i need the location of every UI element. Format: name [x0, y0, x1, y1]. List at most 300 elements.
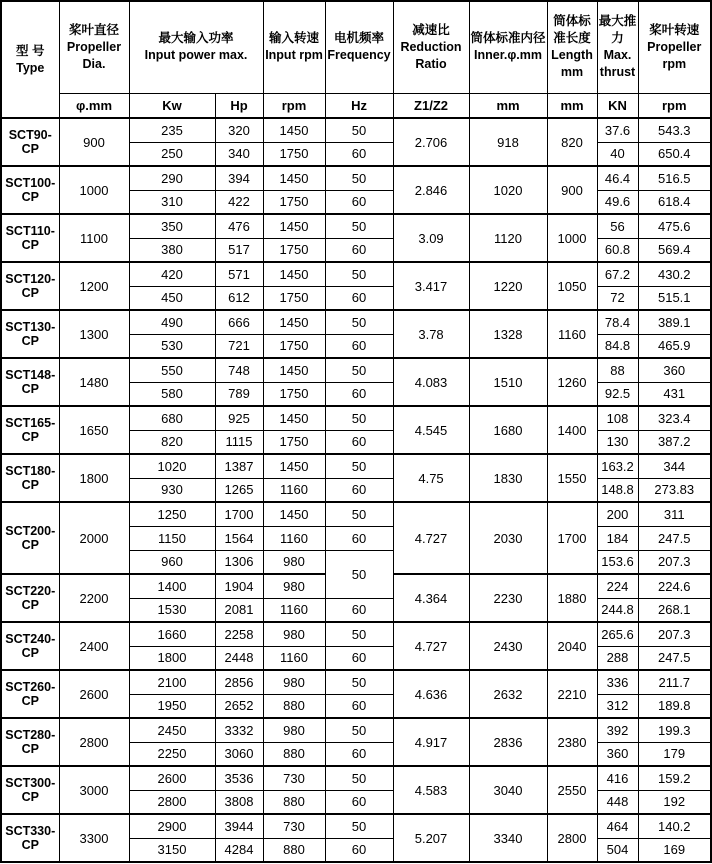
max-thrust-cell: 60.8: [597, 238, 638, 262]
power-hp-cell: 789: [215, 382, 263, 406]
input-rpm-cell: 1160: [263, 598, 325, 622]
unit-hz: Hz: [325, 93, 393, 118]
power-kw-cell: 1950: [129, 694, 215, 718]
length-cell: 1000: [547, 214, 597, 262]
unit-hp: Hp: [215, 93, 263, 118]
power-hp-cell: 1387: [215, 454, 263, 478]
spec-table-body: [1, 118, 711, 862]
propeller-dia-cell: 1200: [59, 262, 129, 310]
max-thrust-cell: 184: [597, 526, 638, 550]
col-header-max-thrust-zh: 最大推力: [598, 14, 637, 46]
reduction-ratio-cell: 3.09: [393, 214, 469, 262]
max-thrust-cell: 200: [597, 502, 638, 526]
max-thrust-cell: 88: [597, 358, 638, 382]
propeller-rpm-cell: 192: [638, 790, 711, 814]
unit-input-rpm: rpm: [263, 93, 325, 118]
col-header-frequency-zh: 电机频率: [334, 31, 385, 46]
frequency-cell: 60: [325, 238, 393, 262]
power-kw-cell: 2600: [129, 766, 215, 790]
power-kw-cell: 2900: [129, 814, 215, 838]
table-row: [1, 166, 711, 190]
power-kw-cell: 1400: [129, 574, 215, 598]
frequency-cell: 50: [325, 358, 393, 382]
input-rpm-cell: 1750: [263, 382, 325, 406]
unit-kw: Kw: [129, 93, 215, 118]
max-thrust-cell: 84.8: [597, 334, 638, 358]
max-thrust-cell: 265.6: [597, 622, 638, 646]
power-hp-cell: 1265: [215, 478, 263, 502]
table-row: [1, 310, 711, 334]
reduction-ratio-cell: 4.636: [393, 670, 469, 718]
power-hp-cell: 2652: [215, 694, 263, 718]
power-hp-cell: 748: [215, 358, 263, 382]
input-rpm-cell: 1160: [263, 526, 325, 550]
frequency-cell: 60: [325, 382, 393, 406]
unit-length: mm: [547, 93, 597, 118]
power-kw-cell: 820: [129, 430, 215, 454]
max-thrust-cell: 148.8: [597, 478, 638, 502]
length-cell: 1050: [547, 262, 597, 310]
power-kw-cell: 1020: [129, 454, 215, 478]
power-hp-cell: 3944: [215, 814, 263, 838]
propeller-rpm-cell: 360: [638, 358, 711, 382]
input-rpm-cell: 1450: [263, 118, 325, 142]
model-cell: SCT240-CP: [1, 622, 59, 670]
propeller-rpm-cell: 169: [638, 838, 711, 862]
length-cell: 900: [547, 166, 597, 214]
col-header-length: [547, 1, 597, 93]
max-thrust-cell: 49.6: [597, 190, 638, 214]
power-kw-cell: 350: [129, 214, 215, 238]
max-thrust-cell: 46.4: [597, 166, 638, 190]
power-hp-cell: 1564: [215, 526, 263, 550]
col-header-input-rpm: [263, 1, 325, 93]
power-kw-cell: 2250: [129, 742, 215, 766]
input-rpm-cell: 1450: [263, 454, 325, 478]
max-thrust-cell: 72: [597, 286, 638, 310]
power-hp-cell: 571: [215, 262, 263, 286]
power-kw-cell: 1800: [129, 646, 215, 670]
max-thrust-cell: 224: [597, 574, 638, 598]
propeller-rpm-cell: 465.9: [638, 334, 711, 358]
frequency-cell: 50: [325, 766, 393, 790]
col-header-length-en: Length mm: [551, 48, 593, 80]
power-kw-cell: 960: [129, 550, 215, 574]
frequency-cell: 50: [325, 406, 393, 430]
table-header: [1, 1, 711, 118]
propeller-rpm-cell: 475.6: [638, 214, 711, 238]
power-hp-cell: 2856: [215, 670, 263, 694]
power-kw-cell: 3150: [129, 838, 215, 862]
length-cell: 2040: [547, 622, 597, 670]
reduction-ratio-cell: 2.706: [393, 118, 469, 166]
propeller-rpm-cell: 323.4: [638, 406, 711, 430]
input-rpm-cell: 980: [263, 622, 325, 646]
model-cell: SCT300-CP: [1, 766, 59, 814]
power-kw-cell: 450: [129, 286, 215, 310]
max-thrust-cell: 416: [597, 766, 638, 790]
table-row: [1, 814, 711, 838]
input-rpm-cell: 1160: [263, 478, 325, 502]
frequency-cell: 50: [325, 814, 393, 838]
frequency-cell: 60: [325, 478, 393, 502]
propeller-rpm-cell: 311: [638, 502, 711, 526]
reduction-ratio-cell: 4.727: [393, 502, 469, 574]
model-cell: SCT180-CP: [1, 454, 59, 502]
reduction-ratio-cell: 3.417: [393, 262, 469, 310]
power-hp-cell: 3060: [215, 742, 263, 766]
propeller-dia-cell: 900: [59, 118, 129, 166]
propeller-rpm-cell: 159.2: [638, 766, 711, 790]
power-kw-cell: 250: [129, 142, 215, 166]
power-hp-cell: 2258: [215, 622, 263, 646]
input-rpm-cell: 1450: [263, 502, 325, 526]
col-header-inner-dia-en: Inner.φ.mm: [474, 48, 543, 63]
input-rpm-cell: 1750: [263, 190, 325, 214]
frequency-cell: 60: [325, 334, 393, 358]
length-cell: 2210: [547, 670, 597, 718]
inner-dia-cell: 1510: [469, 358, 547, 406]
col-header-inner-dia: [469, 1, 547, 93]
col-header-inner-dia-zh: 筒体标准内径: [470, 31, 546, 46]
col-header-input-rpm-en: Input rpm: [265, 48, 323, 63]
power-kw-cell: 290: [129, 166, 215, 190]
max-thrust-cell: 312: [597, 694, 638, 718]
col-header-input-power: [129, 1, 263, 93]
power-kw-cell: 580: [129, 382, 215, 406]
max-thrust-cell: 37.6: [597, 118, 638, 142]
power-kw-cell: 380: [129, 238, 215, 262]
frequency-cell: 50: [325, 214, 393, 238]
propeller-rpm-cell: 650.4: [638, 142, 711, 166]
frequency-cell: 60: [325, 430, 393, 454]
propeller-dia-cell: 2000: [59, 502, 129, 574]
input-rpm-cell: 1450: [263, 406, 325, 430]
power-hp-cell: 320: [215, 118, 263, 142]
power-kw-cell: 2100: [129, 670, 215, 694]
max-thrust-cell: 78.4: [597, 310, 638, 334]
col-header-input-power-en: Input power max.: [144, 48, 248, 63]
propeller-rpm-cell: 189.8: [638, 694, 711, 718]
model-cell: SCT90-CP: [1, 118, 59, 166]
frequency-cell: 50: [325, 118, 393, 142]
max-thrust-cell: 288: [597, 646, 638, 670]
model-cell: SCT110-CP: [1, 214, 59, 262]
table-row: [1, 214, 711, 238]
propeller-dia-cell: 1650: [59, 406, 129, 454]
length-cell: 1700: [547, 502, 597, 574]
unit-propeller-rpm: rpm: [638, 93, 711, 118]
propeller-rpm-cell: 199.3: [638, 718, 711, 742]
inner-dia-cell: 3340: [469, 814, 547, 862]
col-header-input-rpm-zh: 输入转速: [269, 31, 320, 46]
table-row: [1, 718, 711, 742]
input-rpm-cell: 1750: [263, 286, 325, 310]
power-kw-cell: 2450: [129, 718, 215, 742]
input-rpm-cell: 880: [263, 742, 325, 766]
power-kw-cell: 1660: [129, 622, 215, 646]
max-thrust-cell: 504: [597, 838, 638, 862]
input-rpm-cell: 1450: [263, 262, 325, 286]
power-hp-cell: 1904: [215, 574, 263, 598]
power-kw-cell: 235: [129, 118, 215, 142]
reduction-ratio-cell: 4.083: [393, 358, 469, 406]
frequency-cell: 50: [325, 622, 393, 646]
propeller-rpm-cell: 515.1: [638, 286, 711, 310]
power-hp-cell: 340: [215, 142, 263, 166]
inner-dia-cell: 1328: [469, 310, 547, 358]
frequency-cell: 60: [325, 286, 393, 310]
propeller-dia-cell: 3000: [59, 766, 129, 814]
col-header-reduction-ratio-zh: 减速比: [412, 22, 450, 37]
frequency-cell: 50: [325, 454, 393, 478]
frequency-cell: 60: [325, 646, 393, 670]
power-hp-cell: 1306: [215, 550, 263, 574]
table-row: [1, 262, 711, 286]
inner-dia-cell: 2230: [469, 574, 547, 622]
input-rpm-cell: 880: [263, 790, 325, 814]
input-rpm-cell: 1450: [263, 166, 325, 190]
power-kw-cell: 310: [129, 190, 215, 214]
model-cell: SCT148-CP: [1, 358, 59, 406]
inner-dia-cell: 1020: [469, 166, 547, 214]
unit-thrust: KN: [597, 93, 638, 118]
max-thrust-cell: 392: [597, 718, 638, 742]
col-header-propeller-rpm-en: Propeller rpm: [647, 39, 702, 71]
power-hp-cell: 1700: [215, 502, 263, 526]
propeller-rpm-cell: 389.1: [638, 310, 711, 334]
reduction-ratio-cell: 5.207: [393, 814, 469, 862]
frequency-cell: 50: [325, 550, 393, 598]
propeller-dia-cell: 1480: [59, 358, 129, 406]
length-cell: 2380: [547, 718, 597, 766]
col-header-propeller-rpm-zh: 桨叶转速: [649, 22, 700, 37]
input-rpm-cell: 730: [263, 814, 325, 838]
power-hp-cell: 3536: [215, 766, 263, 790]
propeller-rpm-cell: 387.2: [638, 430, 711, 454]
inner-dia-cell: 2836: [469, 718, 547, 766]
propeller-rpm-cell: 569.4: [638, 238, 711, 262]
propeller-rpm-cell: 207.3: [638, 550, 711, 574]
propeller-rpm-cell: 268.1: [638, 598, 711, 622]
reduction-ratio-cell: 4.364: [393, 574, 469, 622]
col-header-type-en: Type: [16, 60, 45, 75]
col-header-max-thrust-en: Max. thrust: [599, 48, 636, 80]
propeller-dia-cell: 1000: [59, 166, 129, 214]
model-cell: SCT100-CP: [1, 166, 59, 214]
frequency-cell: 60: [325, 790, 393, 814]
power-hp-cell: 1115: [215, 430, 263, 454]
inner-dia-cell: 2030: [469, 502, 547, 574]
propeller-rpm-cell: 247.5: [638, 526, 711, 550]
frequency-cell: 50: [325, 262, 393, 286]
power-hp-cell: 721: [215, 334, 263, 358]
power-kw-cell: 1150: [129, 526, 215, 550]
max-thrust-cell: 244.8: [597, 598, 638, 622]
power-hp-cell: 3332: [215, 718, 263, 742]
model-cell: SCT130-CP: [1, 310, 59, 358]
input-rpm-cell: 1450: [263, 214, 325, 238]
model-cell: SCT220-CP: [1, 574, 59, 622]
table-row: [1, 358, 711, 382]
reduction-ratio-cell: 3.78: [393, 310, 469, 358]
frequency-cell: 60: [325, 838, 393, 862]
frequency-cell: 60: [325, 598, 393, 622]
inner-dia-cell: 1680: [469, 406, 547, 454]
model-cell: SCT280-CP: [1, 718, 59, 766]
header-row-main: [1, 1, 711, 93]
reduction-ratio-cell: 4.583: [393, 766, 469, 814]
table-row: [1, 118, 711, 142]
max-thrust-cell: 67.2: [597, 262, 638, 286]
input-rpm-cell: 1750: [263, 334, 325, 358]
frequency-cell: 50: [325, 166, 393, 190]
propeller-dia-cell: 2600: [59, 670, 129, 718]
inner-dia-cell: 1220: [469, 262, 547, 310]
input-rpm-cell: 1750: [263, 430, 325, 454]
propeller-dia-cell: 1800: [59, 454, 129, 502]
power-hp-cell: 666: [215, 310, 263, 334]
unit-dia: φ.mm: [59, 93, 129, 118]
power-hp-cell: 925: [215, 406, 263, 430]
col-header-reduction-ratio-en: Reduction Ratio: [400, 39, 462, 71]
inner-dia-cell: 918: [469, 118, 547, 166]
propeller-rpm-cell: 543.3: [638, 118, 711, 142]
power-kw-cell: 530: [129, 334, 215, 358]
max-thrust-cell: 56: [597, 214, 638, 238]
unit-ratio: Z1/Z2: [393, 93, 469, 118]
frequency-cell: 60: [325, 694, 393, 718]
power-hp-cell: 422: [215, 190, 263, 214]
col-header-frequency-en: Frequency: [327, 48, 391, 63]
power-hp-cell: 4284: [215, 838, 263, 862]
col-header-length-zh: 筒体标准长度: [553, 14, 591, 46]
input-rpm-cell: 730: [263, 766, 325, 790]
input-rpm-cell: 980: [263, 670, 325, 694]
propeller-dia-cell: 2400: [59, 622, 129, 670]
frequency-cell: 60: [325, 742, 393, 766]
reduction-ratio-cell: 2.846: [393, 166, 469, 214]
power-kw-cell: 930: [129, 478, 215, 502]
col-header-type-zh: 型 号: [16, 43, 45, 58]
max-thrust-cell: 464: [597, 814, 638, 838]
table-row: [1, 406, 711, 430]
propeller-dia-cell: 2200: [59, 574, 129, 622]
power-hp-cell: 517: [215, 238, 263, 262]
length-cell: 1160: [547, 310, 597, 358]
propeller-dia-cell: 3300: [59, 814, 129, 862]
length-cell: 1880: [547, 574, 597, 622]
propeller-rpm-cell: 273.83: [638, 478, 711, 502]
table-row: [1, 454, 711, 478]
power-kw-cell: 2800: [129, 790, 215, 814]
max-thrust-cell: 448: [597, 790, 638, 814]
propeller-rpm-cell: 179: [638, 742, 711, 766]
length-cell: 1400: [547, 406, 597, 454]
header-row-units: [1, 93, 711, 118]
col-header-input-power-zh: 最大输入功率: [158, 31, 234, 46]
input-rpm-cell: 980: [263, 574, 325, 598]
max-thrust-cell: 108: [597, 406, 638, 430]
max-thrust-cell: 163.2: [597, 454, 638, 478]
propeller-rpm-cell: 211.7: [638, 670, 711, 694]
col-header-propeller-dia: [59, 1, 129, 93]
power-kw-cell: 420: [129, 262, 215, 286]
power-kw-cell: 1530: [129, 598, 215, 622]
frequency-cell: 50: [325, 310, 393, 334]
col-header-frequency: [325, 1, 393, 93]
power-hp-cell: 2448: [215, 646, 263, 670]
propeller-rpm-cell: 431: [638, 382, 711, 406]
model-cell: SCT260-CP: [1, 670, 59, 718]
input-rpm-cell: 980: [263, 550, 325, 574]
col-header-max-thrust: [597, 1, 638, 93]
table-row: [1, 502, 711, 526]
col-header-propeller-dia-zh: 桨叶直径: [68, 22, 119, 37]
length-cell: 2550: [547, 766, 597, 814]
table-row: [1, 622, 711, 646]
power-hp-cell: 612: [215, 286, 263, 310]
frequency-cell: 50: [325, 502, 393, 526]
input-rpm-cell: 980: [263, 718, 325, 742]
model-cell: SCT200-CP: [1, 502, 59, 574]
reduction-ratio-cell: 4.727: [393, 622, 469, 670]
input-rpm-cell: 1450: [263, 358, 325, 382]
table-row: [1, 766, 711, 790]
table-row: [1, 670, 711, 694]
input-rpm-cell: 1160: [263, 646, 325, 670]
inner-dia-cell: 2430: [469, 622, 547, 670]
propeller-dia-cell: 1300: [59, 310, 129, 358]
propeller-rpm-cell: 618.4: [638, 190, 711, 214]
propeller-dia-cell: 1100: [59, 214, 129, 262]
frequency-cell: 50: [325, 718, 393, 742]
col-header-reduction-ratio: [393, 1, 469, 93]
max-thrust-cell: 336: [597, 670, 638, 694]
max-thrust-cell: 40: [597, 142, 638, 166]
propeller-rpm-cell: 344: [638, 454, 711, 478]
frequency-cell: 50: [325, 670, 393, 694]
power-hp-cell: 2081: [215, 598, 263, 622]
length-cell: 2800: [547, 814, 597, 862]
input-rpm-cell: 880: [263, 694, 325, 718]
power-kw-cell: 1250: [129, 502, 215, 526]
input-rpm-cell: 1750: [263, 142, 325, 166]
length-cell: 1550: [547, 454, 597, 502]
inner-dia-cell: 3040: [469, 766, 547, 814]
inner-dia-cell: 1120: [469, 214, 547, 262]
propeller-rpm-cell: 516.5: [638, 166, 711, 190]
col-header-type: [1, 1, 59, 118]
power-kw-cell: 550: [129, 358, 215, 382]
reduction-ratio-cell: 4.917: [393, 718, 469, 766]
propeller-dia-cell: 2800: [59, 718, 129, 766]
input-rpm-cell: 1450: [263, 310, 325, 334]
power-kw-cell: 680: [129, 406, 215, 430]
frequency-cell: 60: [325, 190, 393, 214]
input-rpm-cell: 880: [263, 838, 325, 862]
propeller-rpm-cell: 247.5: [638, 646, 711, 670]
max-thrust-cell: 130: [597, 430, 638, 454]
model-cell: SCT120-CP: [1, 262, 59, 310]
power-kw-cell: 490: [129, 310, 215, 334]
col-header-propeller-dia-en: Propeller Dia.: [66, 39, 122, 71]
propeller-rpm-cell: 224.6: [638, 574, 711, 598]
inner-dia-cell: 1830: [469, 454, 547, 502]
inner-dia-cell: 2632: [469, 670, 547, 718]
input-rpm-cell: 1750: [263, 238, 325, 262]
max-thrust-cell: 92.5: [597, 382, 638, 406]
